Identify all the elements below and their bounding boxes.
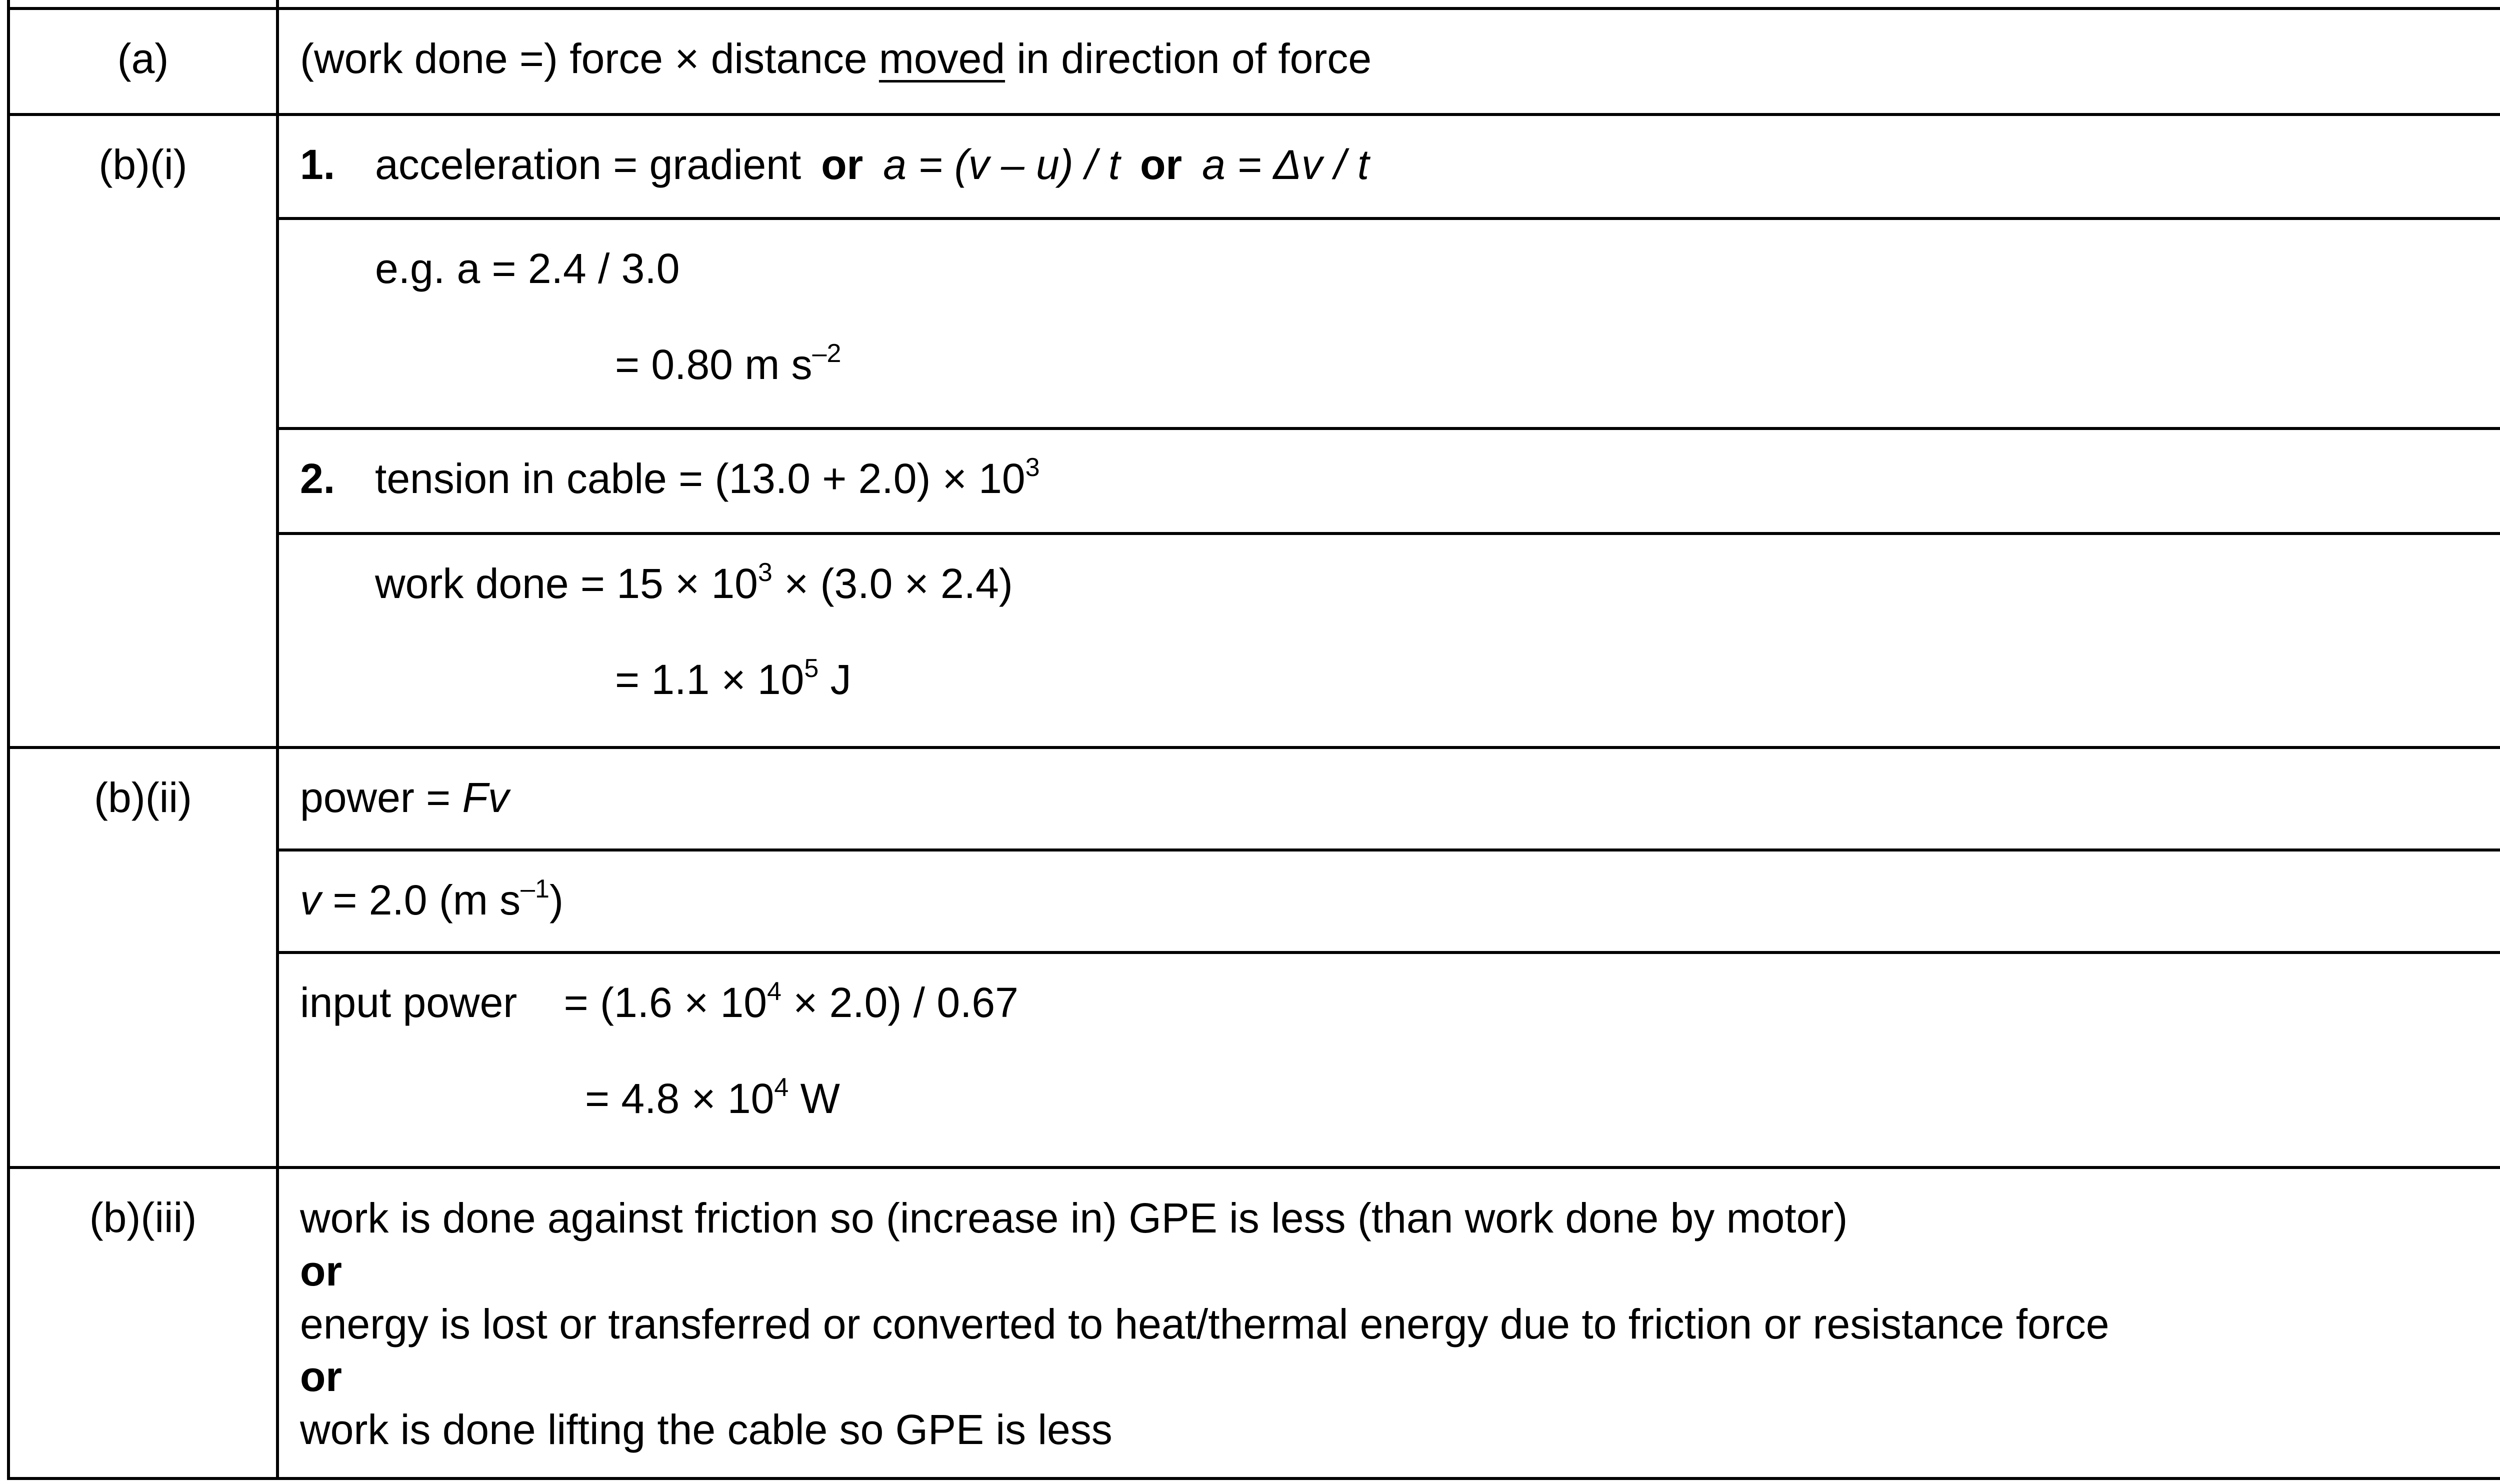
- answer-cell: work done = $15 \times 10^3 \times (3.0 \times 2.4)$ = $1.1 \times 10^5$ J: [278, 534, 2500, 748]
- question-label: (a): [8, 8, 278, 114]
- table-row: [8, 428, 2500, 534]
- answer-cell: e.g. a = 2.4 / 3.0 = 0.80 m $s^{-2}$: [278, 218, 2500, 428]
- table-row: [8, 114, 2500, 218]
- underlined-keyword: moved: [878, 35, 1006, 82]
- question-label: (b)(ii): [8, 748, 278, 1168]
- table-row: [8, 218, 2500, 428]
- answer-cell: power = Fv: [278, 748, 2500, 850]
- step-number: 2.: [300, 455, 336, 502]
- table-row: [8, 534, 2500, 748]
- step-number: 1.: [300, 141, 336, 188]
- table-row: [8, 850, 2500, 952]
- answer-cell: v = 2.0 (m $s^{-1}$): [278, 850, 2500, 952]
- question-label: (b)(iii): [8, 1168, 278, 1478]
- table-row: [8, 8, 2500, 114]
- answer-cell: input power = $(1.6 \times 10^4 \times 2.0) / 0.67$ = $4.8 \times 10^4$ W: [278, 952, 2500, 1168]
- table-row: [8, 952, 2500, 1168]
- question-label: (b)(i): [8, 114, 278, 748]
- table-row: [8, 1168, 2500, 1478]
- answer-cell: work is done against friction so (increase in) GPE is less (than work done by motor) or energy is lost or transferred or converted to heat/thermal energy due to friction or resistance force or work is done lifting the cable so GPE is less: [278, 1168, 2500, 1478]
- answer-cell: (work done =) force × distance moved in direction of force: [278, 8, 2500, 114]
- table-row: [8, 748, 2500, 850]
- mark-scheme-table: [7, 7, 2500, 1480]
- top-border-stubs: [7, 0, 2500, 7]
- answer-cell: 2. tension in cable = $(13.0 + 2.0) \times 10^3$: [278, 428, 2500, 534]
- answer-cell: 1. acceleration = gradient or a = (v – u) / t or a = Δv / t: [278, 114, 2500, 218]
